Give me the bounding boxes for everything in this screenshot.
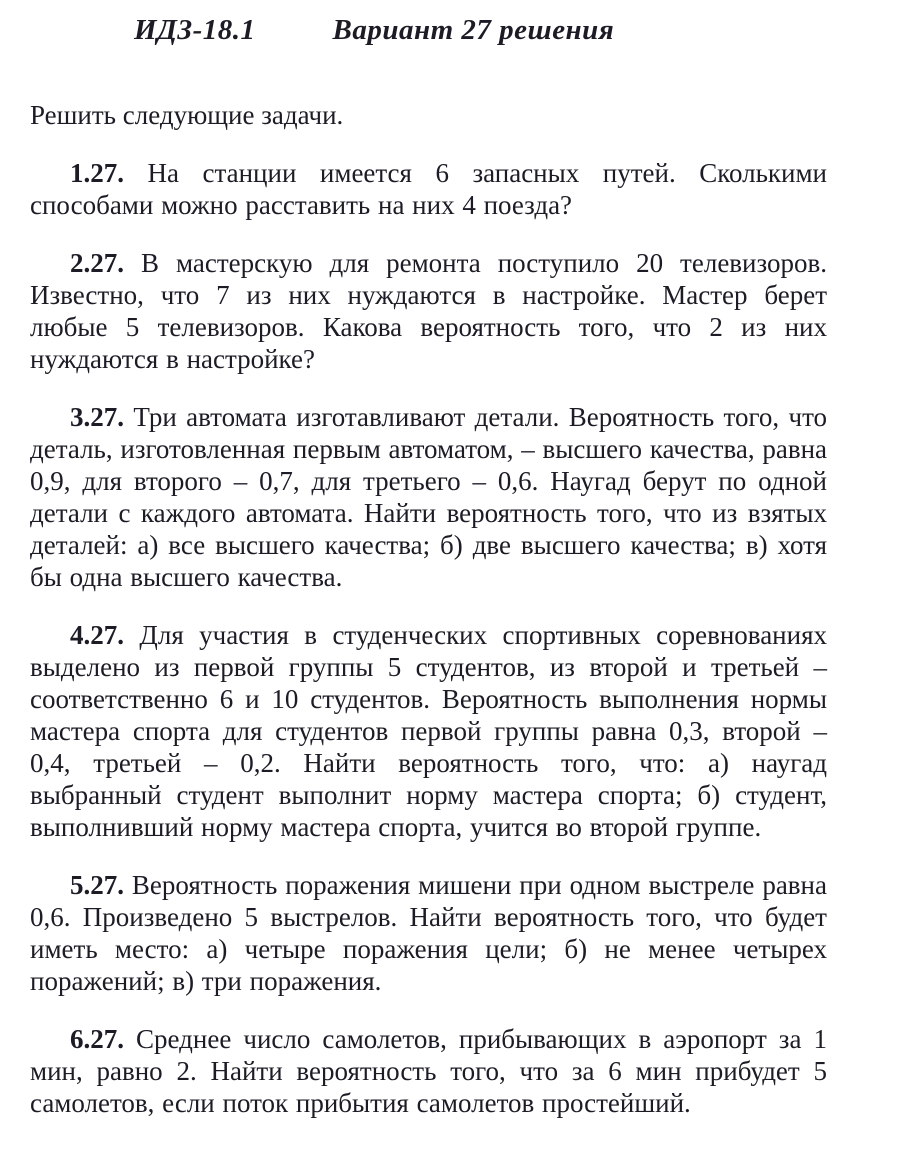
problem-paragraph-2 xyxy=(30,247,827,375)
problem-text: Вероятность поражения мишени при одном выстреле равна 0,6. Произведено 5 выстрелов. Найти вероятность того, что будет иметь место: а) четыре поражения цели; б) не менее четырех поражений; в) три поражения. xyxy=(30,870,827,996)
problem-number: 3.27. xyxy=(70,402,124,432)
problem-number: 6.27. xyxy=(70,1024,124,1054)
problem-text: В мастерскую для ремонта поступило 20 телевизоров. Известно, что 7 из них нуждаются в настройке. Мастер берет любые 5 телевизоров. Какова вероятность того, что 2 из них нуждаются в настройке? xyxy=(30,248,828,374)
problem-paragraph-3 xyxy=(30,401,827,593)
intro-text: Решить следующие задачи. xyxy=(30,100,344,130)
problem-number: 1.27. xyxy=(70,158,124,188)
problem-paragraph-4 xyxy=(30,619,827,843)
problem-text: На станции имеется 6 запасных путей. Сколькими способами можно расставить на них 4 поезда? xyxy=(30,158,828,220)
problem-text: Для участия в студенческих спортивных соревнованиях выделено из первой группы 5 студентов, из второй и третьей – соответственно 6 и 10 студентов. Вероятность выполнения нормы мастера спорта для студентов первой группы равна 0,3, второй – 0,4, третьей – 0,2. Найти вероятность того, что: а) наугад выбранный студент выполнит норму мастера спорта; б) студент, выполнивший норму мастера спорта, учится во второй группе. xyxy=(30,620,827,842)
problem-text: Среднее число самолетов, прибывающих в аэропорт за 1 мин, равно 2. Найти вероятность того, что за 6 мин прибудет 5 самолетов, если поток прибытия самолетов простейший. xyxy=(30,1024,827,1118)
problem-number: 4.27. xyxy=(70,620,124,650)
problem-text: Три автомата изготавливают детали. Вероятность того, что деталь, изготовленная первым автоматом, – высшего качества, равна 0,9, для второго – 0,7, для третьего – 0,6. Наугад берут по одной детали с каждого автомата. Найти вероятность того, что из взятых деталей: а) все высшего качества; б) две высшего качества; в) хотя бы одна высшего качества. xyxy=(30,402,828,592)
problem-number: 5.27. xyxy=(70,870,124,900)
problem-number: 2.27. xyxy=(70,248,124,278)
document-header xyxy=(134,14,827,47)
assignment-code: ИДЗ-18.1 xyxy=(134,14,256,46)
variant-title: Вариант 27 решения xyxy=(332,14,615,46)
problem-paragraph-5 xyxy=(30,869,827,997)
problem-paragraph-6 xyxy=(30,1023,827,1119)
problem-paragraph-1 xyxy=(30,157,827,221)
